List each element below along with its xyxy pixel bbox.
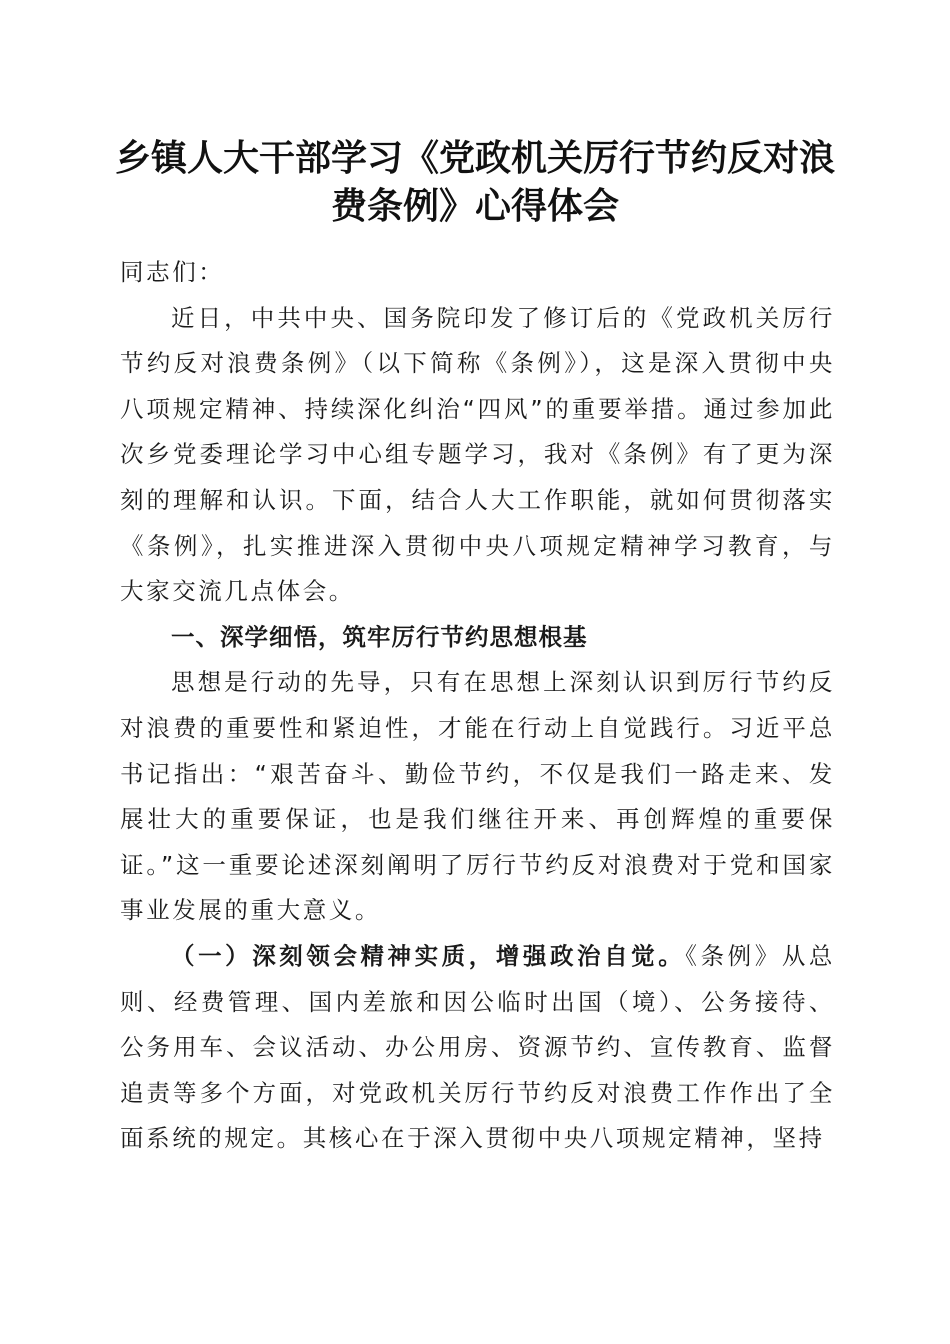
- title-line-2: 费条例》心得体会: [330, 185, 619, 227]
- section-1-paragraph: 思想是行动的先导，只有在思想上深刻认识到厉行节约反对浪费的重要性和紧迫性，才能在行动上自觉践行。习近平总书记指出：“艰苦奋斗、勤俭节约，不仅是我们一路走来、发展壮大的重要保证，也是我们继往开来、再创辉煌的重要保证。”这一重要论述深刻阐明了厉行节约反对浪费对于党和国家事业发展的重大意义。: [120, 668, 835, 925]
- subsection-1-paragraph: [120, 934, 835, 1162]
- salutation: 同志们：: [120, 258, 225, 286]
- title-line-1: 乡镇人大干部学习《党政机关厉行节约反对浪: [114, 137, 835, 179]
- document-body: [120, 250, 835, 1162]
- subsection-1-lead: （一）深刻领会精神实质，增强政治自觉。: [171, 941, 686, 970]
- subsection-1-text: 《条例》从总则、经费管理、国内差旅和因公临时出国（境）、公务接待、公务用车、会议活动、办公用房、资源节约、宣传教育、监督追责等多个方面，对党政机关厉行节约反对浪费工作作出了全面系统的规定。其核心在于深入贯彻中央八项规定精神，坚持: [120, 941, 835, 1153]
- intro-paragraph: 近日，中共中央、国务院印发了修订后的《党政机关厉行节约反对浪费条例》（以下简称《条例》），这是深入贯彻中央八项规定精神、持续深化纠治“四风”的重要举措。通过参加此次乡党委理论学习中心组专题学习，我对《条例》有了更为深刻的理解和认识。下面，结合人大工作职能，就如何贯彻落实《条例》，扎实推进深入贯彻中央八项规定精神学习教育，与大家交流几点体会。: [120, 303, 835, 606]
- document-title: [100, 134, 850, 230]
- section-1-heading: 一、深学细悟，筑牢厉行节约思想根基: [171, 622, 588, 651]
